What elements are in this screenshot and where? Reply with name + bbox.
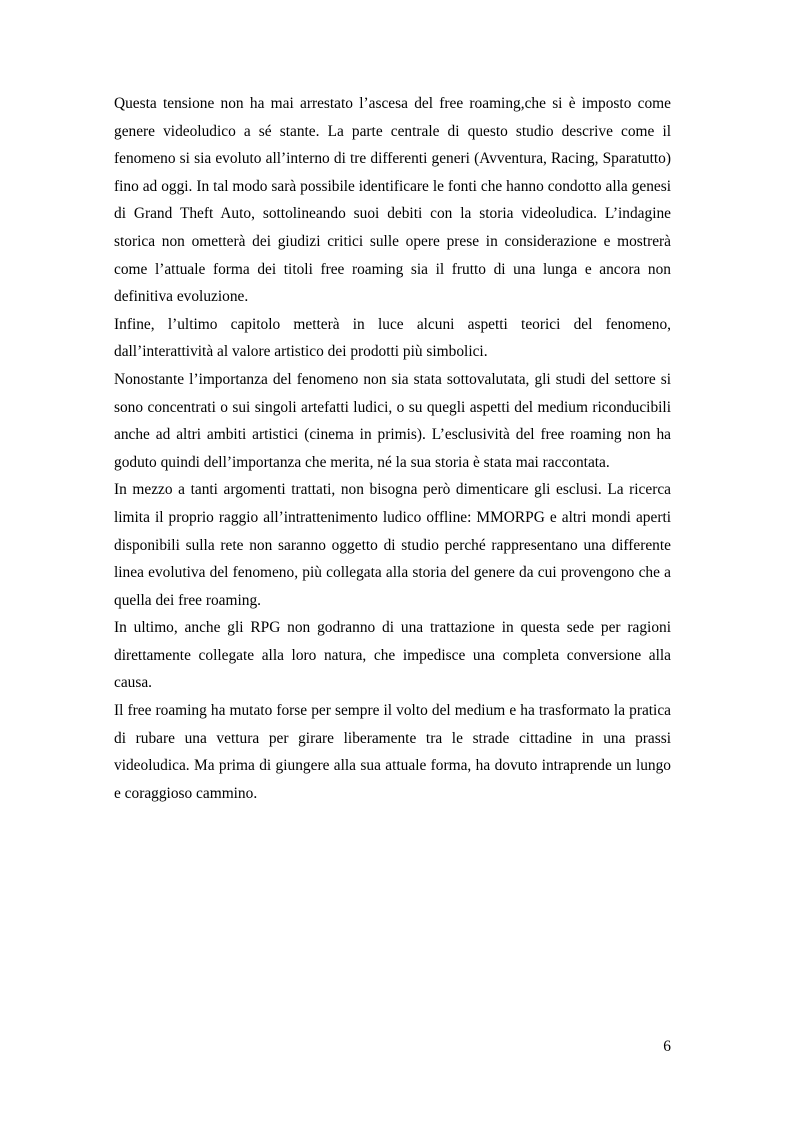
paragraph: Il free roaming ha mutato forse per sempre il volto del medium e ha trasformato la pratica di rubare una vettura per girare liberamente tra le strade cittadine in una prassi videoludica. Ma prima di giungere alla sua attuale forma, ha dovuto intraprende un lungo e coraggioso cammino. <box>114 702 671 802</box>
paragraph: Infine, l’ultimo capitolo metterà in luce alcuni aspetti teorici del fenomeno, dall’interattività al valore artistico dei prodotti più simbolici. <box>114 315 671 361</box>
paragraph: In mezzo a tanti argomenti trattati, non bisogna però dimenticare gli esclusi. La ricerca limita il proprio raggio all’intrattenimento ludico offline: MMORPG e altri mondi aperti disponibili sulla rete non saranno oggetto di studio perché rappresentano una differente linea evolutiva del fenomeno, più collegata alla storia del genere da cui provengono che a quella dei free roaming. <box>114 481 671 609</box>
paragraph: Nonostante l’importanza del fenomeno non sia stata sottovalutata, gli studi del settore si sono concentrati o sui singoli artefatti ludici, o su quegli aspetti del medium riconducibili anche ad altri ambiti artistici (cinema in primis). L’esclusività del free roaming non ha goduto quindi dell’importanza che merita, né la sua storia è stata mai raccontata. <box>114 370 671 471</box>
page-number: 6 <box>663 1038 671 1055</box>
body-text <box>114 90 671 807</box>
paragraph: Questa tensione non ha mai arrestato l’ascesa del free roaming,che si è imposto come genere videoludico a sé stante. La parte centrale di questo studio descrive come il fenomeno si sia evoluto all’interno di tre differenti generi (Avventura, Racing, Sparatutto) fino ad oggi. In tal modo sarà possibile identificare le fonti che hanno condotto alla genesi di Grand Theft Auto, sottolineando suoi debiti con la storia videoludica. L’indagine storica non ometterà dei giudizi critici sulle opere prese in considerazione e mostrerà come l’attuale forma dei titoli free roaming sia il frutto di una lunga e ancora non definitiva evoluzione. <box>114 95 671 306</box>
paragraph: In ultimo, anche gli RPG non godranno di una trattazione in questa sede per ragioni direttamente collegate alla loro natura, che impedisce una completa conversione alla causa. <box>114 619 671 692</box>
